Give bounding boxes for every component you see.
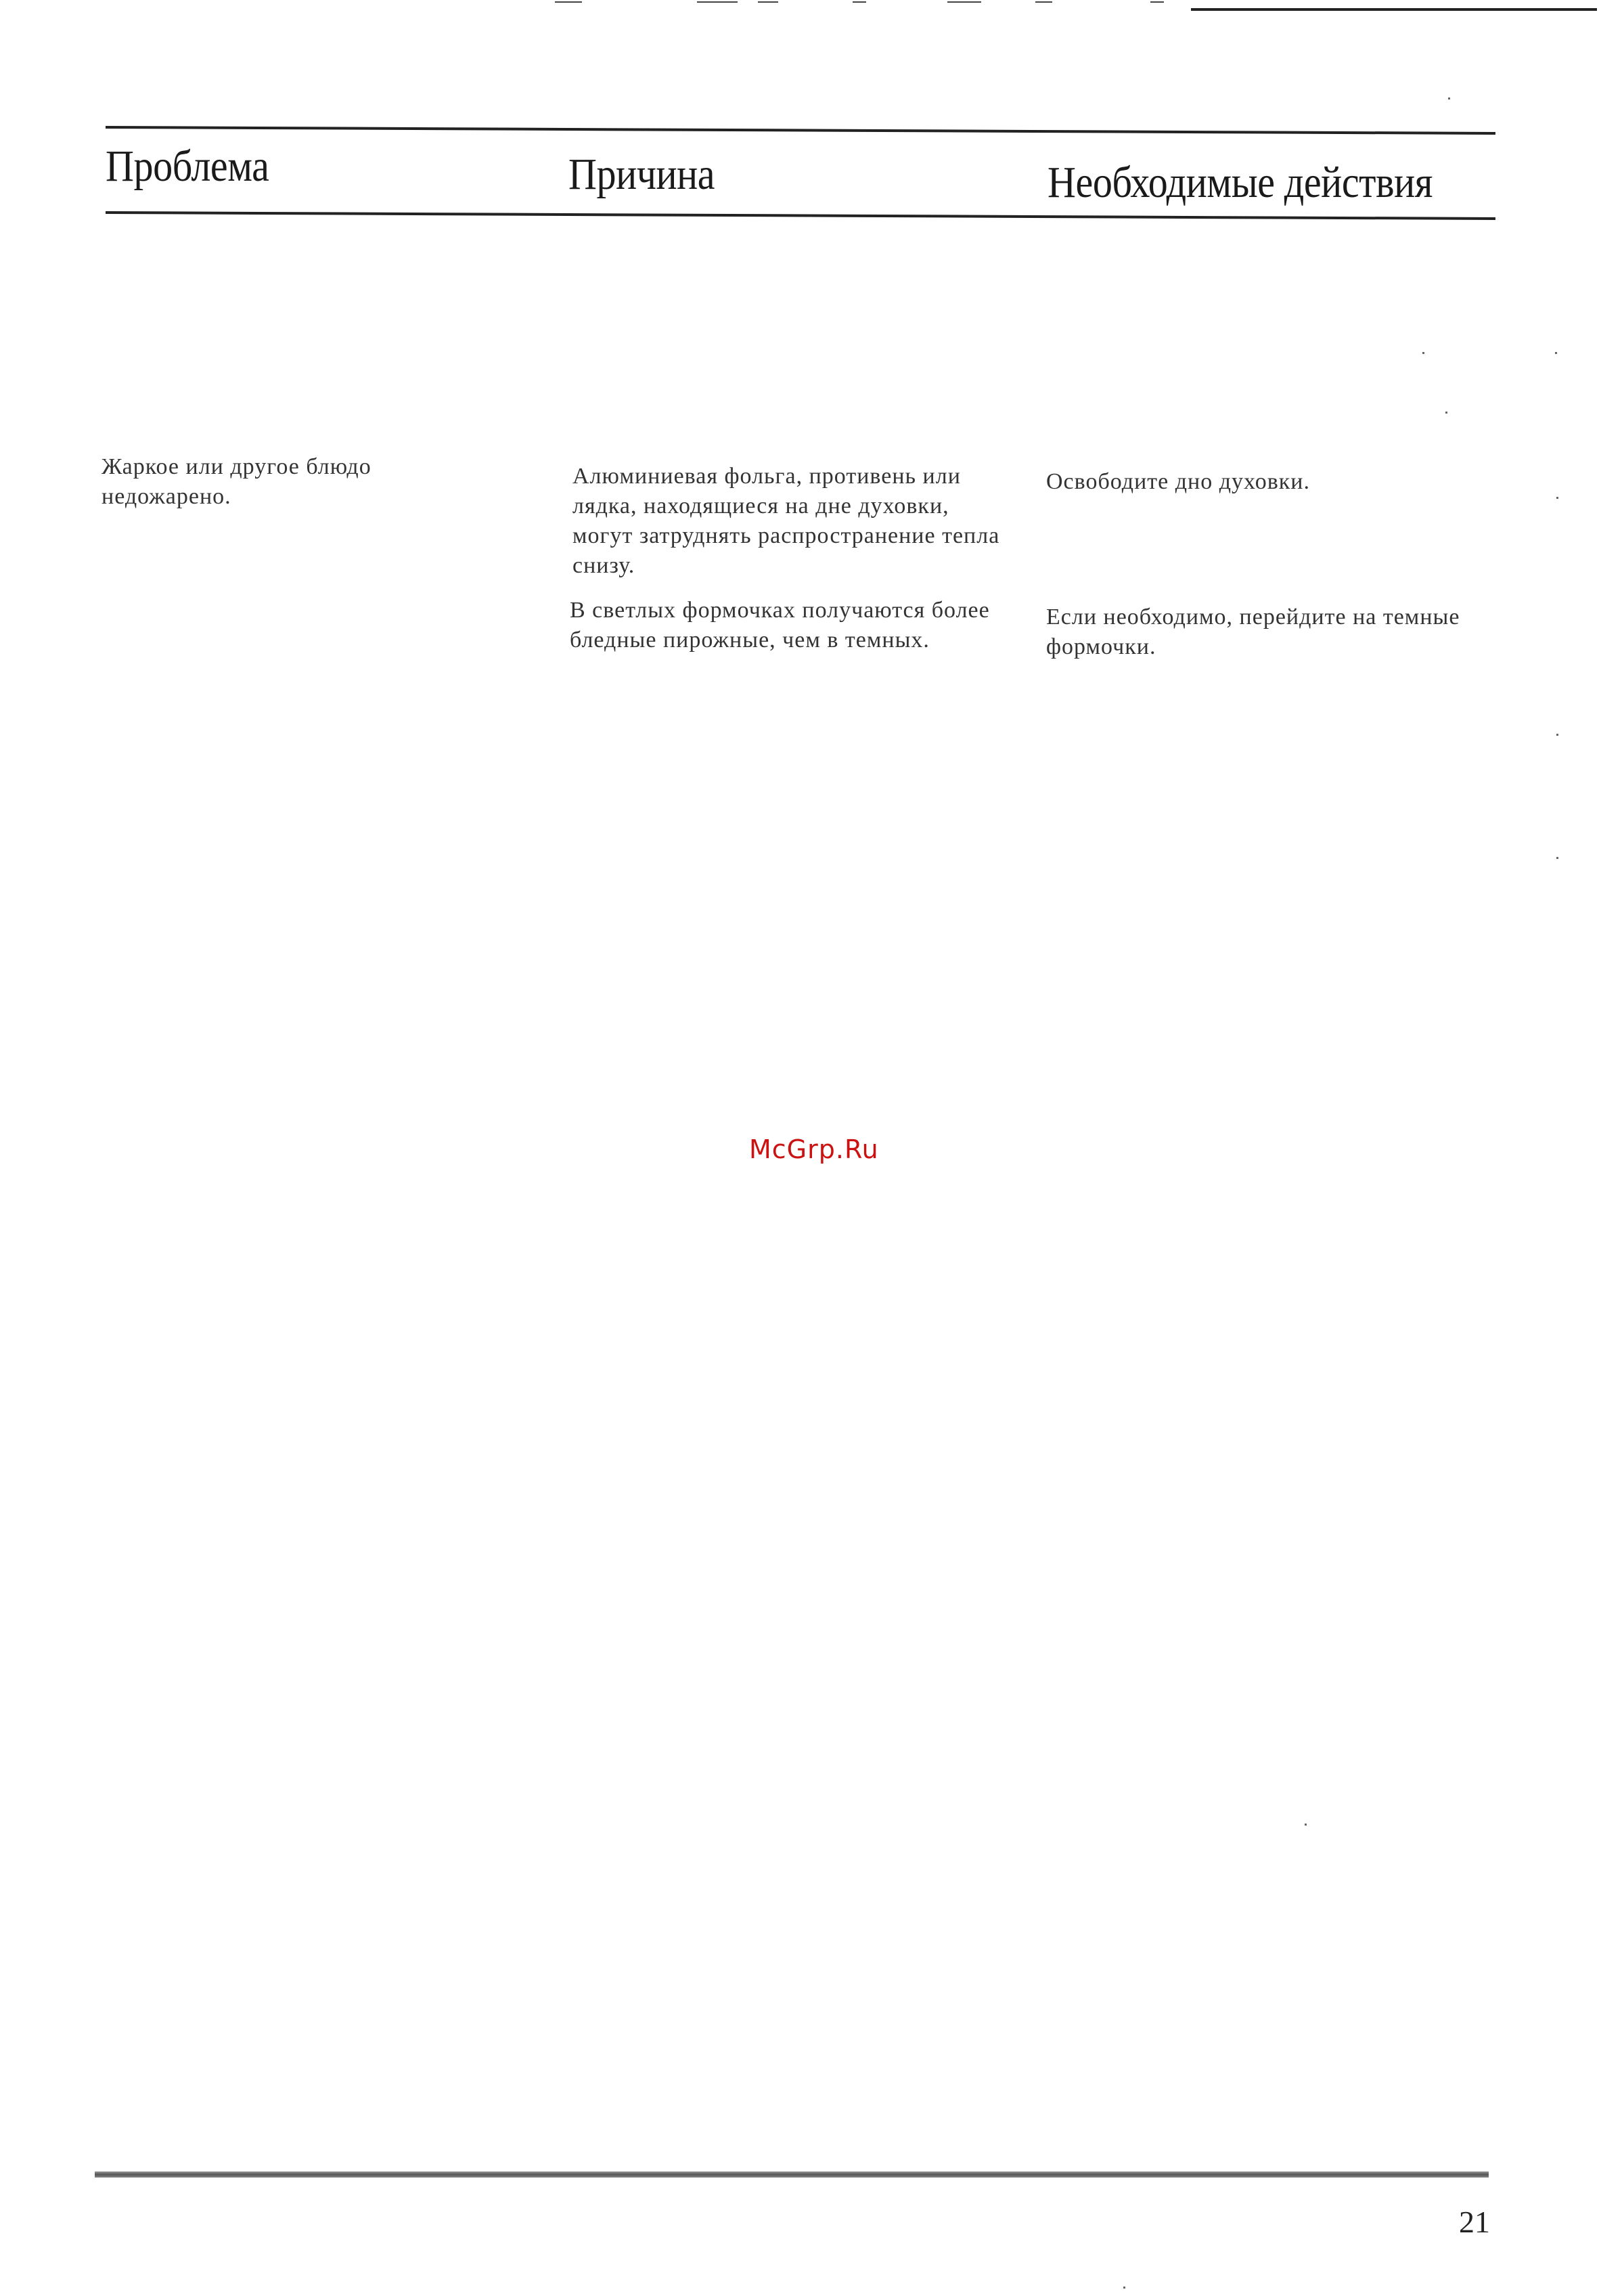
problem-cell: Жаркое или другое блюдо недожарено. xyxy=(102,454,371,509)
action-cell: Освободите дно духовки. xyxy=(1046,469,1310,494)
scan-speck xyxy=(1448,97,1450,100)
footer-rule xyxy=(95,2171,1489,2178)
scan-speck xyxy=(1556,497,1558,499)
header-bottom-rule xyxy=(106,211,1495,220)
scan-speck xyxy=(1556,857,1558,859)
watermark: McGrp.Ru xyxy=(749,1134,879,1164)
scan-speck xyxy=(1555,352,1557,354)
cause-cell: В светлых формочках получаются более бледные пирожные, чем в темных. xyxy=(570,598,990,653)
scan-speck xyxy=(1445,412,1447,414)
page-number: 21 xyxy=(1459,2205,1490,2239)
top-rule xyxy=(1191,8,1597,11)
action-cell: Если необходимо, перейдите на темные формочки. xyxy=(1046,604,1460,659)
scan-artifact xyxy=(697,1,738,3)
scan-speck xyxy=(1305,1824,1307,1826)
scan-artifact xyxy=(1150,1,1164,3)
column-header-action: Необходимые действия xyxy=(1047,158,1433,207)
scan-artifact xyxy=(555,1,582,3)
scan-artifact xyxy=(758,1,778,3)
scan-speck xyxy=(1422,352,1424,354)
header-top-rule xyxy=(106,126,1495,135)
scan-artifact xyxy=(947,1,981,3)
scan-speck xyxy=(1123,2287,1125,2289)
column-header-cause: Причина xyxy=(568,150,715,199)
scan-artifact xyxy=(853,1,866,3)
scan-speck xyxy=(1556,734,1558,736)
column-header-problem: Проблема xyxy=(106,141,269,191)
cause-cell: Алюминиевая фольга, противень или лядка, находящиеся на дне духовки, могут затруднять распространение тепла снизу. xyxy=(572,464,1000,578)
scan-artifact xyxy=(1035,1,1052,3)
